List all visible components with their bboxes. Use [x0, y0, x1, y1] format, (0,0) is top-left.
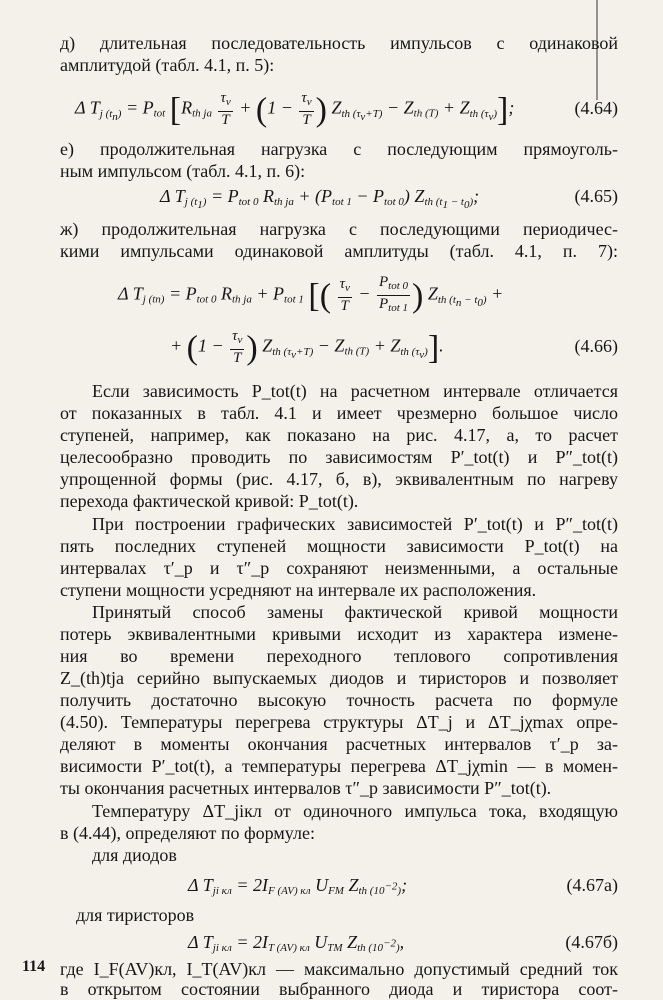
text-line: Принятый способ замены фактической кривой мощности	[92, 602, 618, 622]
text-line: ным импульсом (табл. 4.1, п. 6):	[60, 161, 306, 181]
text-line: д) длительная последовательность импульсов с одинаковой	[60, 33, 618, 53]
equation-number: (4.66)	[574, 336, 618, 356]
text-line: где I_F(AV)кл, I_T(AV)кл — максимально допустимый средний ток	[60, 959, 618, 979]
text-line: кими импульсами одинаковой амплитуды (табл. 4.1, п. 7):	[60, 241, 618, 261]
text-line: в (4.44), определяют по формуле:	[60, 823, 315, 843]
equation-4-66-part2: + (1 − $\frac{\tau_v}{T}$ ) $Z_{th (\tau_v+T)} - Z_{th (T)} + Z_{th (\tau_v)}$].	[170, 328, 444, 367]
text-line: ступени мощности усредняют на интервале их расположения.	[60, 580, 537, 600]
text-line: в открытом состоянии выбранного диода и тиристора соот-	[60, 979, 618, 999]
equation-number: (4.65)	[574, 186, 618, 206]
text-line: деляют в моменты окончания расчетных интервалов τ′_p за-	[60, 734, 618, 754]
text-line: Если зависимость P_tot(t) на расчетном интервале отличается	[92, 381, 618, 401]
text-line: получить достаточно высокую точность расчета по формуле	[60, 690, 618, 710]
text-line: для тиристоров	[76, 905, 195, 925]
text-line: пять последних ступеней мощности зависимости P_tot(t) на	[60, 536, 618, 556]
equation-number: (4.67а)	[566, 875, 618, 895]
text-line: При построении графических зависимостей P′_tot(t) и P″_tot(t)	[92, 514, 618, 534]
text-line: ступеней, например, как показано на рис. 4.17, а, то расчет	[60, 425, 618, 445]
text-line: ж) продолжительная нагрузка с последующими периодичес-	[60, 219, 618, 239]
equation-4-65: Δ $T_{j (t_1)} = P_{tot 0}$ $R_{th ja} + (P_{tot 1} - P_{tot 0})$ $Z_{th (t_1 - t_0)}$;	[160, 186, 480, 211]
text-line: от показанных в табл. 4.1 и имеет чрезмерно большое число	[60, 403, 618, 423]
text-line: для диодов	[92, 845, 177, 865]
text-line: е) продолжительная нагрузка с последующим прямоуголь-	[60, 139, 618, 159]
text-line: ния во времени переходного теплового сопротивления	[60, 646, 618, 666]
text-line: интервалах τ′_p и τ″_p сохраняют неизменными, а остальные	[60, 558, 618, 578]
text-line: ты окончания расчетных интервалов τ″_p зависимости P″_tot(t).	[60, 778, 552, 798]
text-line: Z_(th)tja серийно выпускаемых диодов и тиристоров и позволяет	[60, 668, 618, 688]
page-number: 114	[22, 958, 46, 975]
equation-4-67a: Δ $T_{ji кл} = 2I_{F (AV) кл}$ $U_{FM}$ $Z_{th (10^{-2})}$;	[188, 875, 408, 897]
text-line: потерь эквивалентными кривыми исходит из характера измене-	[60, 624, 618, 644]
equation-4-64: Δ $T_{j (t_n)} = P_{tot}$ [$R_{th ja}$ $\frac{\tau_v}{T}$ + (1 − $\frac{\tau_v}{T}$ ) $Z_{th (\tau_v+T)} - Z_{th (T)} + Z_{th (\tau_v)}$];	[75, 90, 515, 129]
equation-4-67b: Δ $T_{ji кл} = 2I_{T (AV) кл}$ $U_{TM}$ $Z_{th (10^{-2})}$,	[188, 932, 405, 954]
text-line: Температуру ΔT_jiкл от одиночного импульса тока, входящую	[92, 801, 618, 821]
equation-number: (4.67б)	[565, 932, 618, 952]
text-line: висимости P′_tot(t), а температуры перегрева ΔT_jχmin — в момен-	[60, 756, 618, 776]
text-line: целесообразно проводить по зависимостям P′_tot(t) и P″_tot(t)	[60, 447, 618, 467]
equation-number: (4.64)	[574, 98, 618, 118]
text-line: упрощенной формы (рис. 4.17, б, в), эквивалентным по нагреву	[60, 469, 618, 489]
text-line: перехода фактической кривой: P_tot(t).	[60, 491, 359, 511]
text-line: (4.50). Температуры перегрева структуры ΔT_j и ΔT_jχmax опре-	[60, 712, 618, 732]
equation-4-66-part1: Δ $T_{j (tn)} = P_{tot 0}$ $R_{th ja} + P_{tot 1}$ [( $\frac{\tau_v}{T}$ − $\frac{P_{tot 0}}{P_{tot 1}}$ ) $Z_{th (t_n - t_0)}$ +	[118, 274, 504, 315]
text-line: амплитудой (табл. 4.1, п. 5):	[60, 55, 275, 75]
